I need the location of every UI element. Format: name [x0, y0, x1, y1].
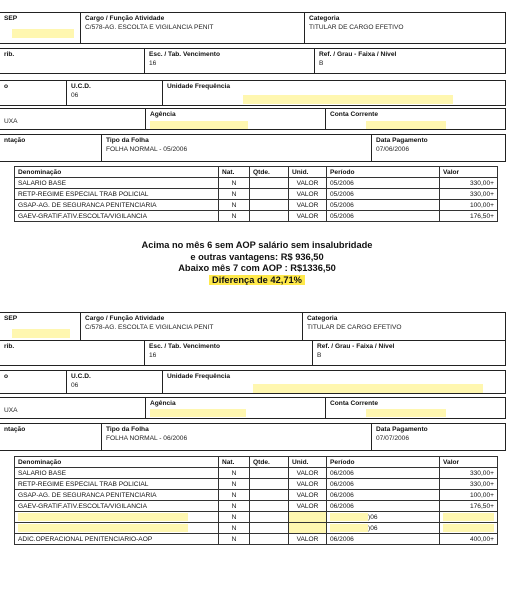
redacted-field: [366, 121, 446, 129]
unidade-label: Unidade Frequência: [167, 83, 231, 90]
header-row-vencimento: [0, 340, 506, 366]
cell-nat: N: [219, 523, 250, 534]
col-qtde: Qtde.: [250, 167, 289, 178]
cell-valor: 330,00+: [440, 468, 498, 479]
table-row: [15, 468, 498, 479]
cell-nat: N: [219, 189, 250, 200]
cell-periodo: 06/2006: [327, 501, 440, 512]
cell-unid-redacted: [289, 523, 327, 534]
uxa-value: UXA: [4, 407, 18, 414]
table-row: [15, 211, 498, 222]
note-line-3: Abaixo mês 7 com AOP : R$1336,50: [178, 263, 336, 274]
tipo-folha-value: FOLHA NORMAL - 06/2006: [106, 435, 188, 442]
cell-denominacao-redacted: [15, 512, 219, 523]
cell-denominacao: SALARIO BASE: [15, 178, 219, 189]
table-row: [15, 189, 498, 200]
cell-denominacao: GSAP-AG. DE SEGURANCA PENITENCIARIA: [15, 490, 219, 501]
redacted-field: [243, 95, 453, 104]
cell-nat: N: [219, 178, 250, 189]
redacted-field: [12, 329, 70, 338]
cell-nat: N: [219, 211, 250, 222]
items-table: [14, 166, 498, 222]
cell-valor: 400,00+: [440, 534, 498, 545]
cell-qtde: [250, 523, 289, 534]
cell-unid-redacted: [289, 512, 327, 523]
cell-periodo: [327, 512, 440, 523]
esc-label: Esc. / Tab. Vencimento: [149, 51, 220, 58]
cell-qtde: [250, 501, 289, 512]
cell-qtde: [250, 479, 289, 490]
cargo-label: Cargo / Função Atividade: [85, 315, 165, 322]
cell-qtde: [250, 200, 289, 211]
comparison-note: [0, 240, 514, 286]
cell-unid: VALOR: [289, 178, 327, 189]
cell-periodo: [327, 523, 440, 534]
tipo-folha-label: Tipo da Folha: [106, 137, 149, 144]
cell-unid: VALOR: [289, 479, 327, 490]
data-pagamento-value: 07/07/2006: [376, 435, 410, 442]
cell-denominacao: GAEV-GRATIF.ATIV.ESCOLTA/VIGILANCIA: [15, 501, 219, 512]
cell-qtde: [250, 512, 289, 523]
cell-denominacao: GSAP-AG. DE SEGURANCA PENITENCIARIA: [15, 200, 219, 211]
cargo-value: C/578-AG. ESCOLTA E VIGILANCIA PENIT: [85, 324, 214, 331]
agencia-label: Agência: [150, 111, 176, 118]
redacted-field: [12, 29, 74, 38]
col-nat: Nat.: [219, 167, 250, 178]
redacted-field: [366, 409, 446, 417]
tipo-folha-label: Tipo da Folha: [106, 426, 149, 433]
cell-nat: N: [219, 512, 250, 523]
redacted-field: [150, 121, 248, 129]
col-nat: Nat.: [219, 457, 250, 468]
categoria-value: TITULAR DE CARGO EFETIVO: [309, 24, 404, 31]
trib-label: rib.: [4, 343, 15, 350]
cell-valor: 330,00+: [440, 479, 498, 490]
note-line-2: e outras vantagens: R$ 936,50: [190, 251, 324, 262]
unidade-label: Unidade Frequência: [167, 373, 231, 380]
esc-value: 16: [149, 352, 157, 359]
cell-periodo: 05/2006: [327, 189, 440, 200]
sep-label: SEP: [4, 315, 18, 322]
col-periodo: Período: [327, 167, 440, 178]
header-row-vencimento: [0, 48, 506, 74]
esc-label: Esc. / Tab. Vencimento: [149, 343, 220, 350]
table-row: [15, 490, 498, 501]
table-row: [15, 200, 498, 211]
cell-valor: 100,00+: [440, 200, 498, 211]
header-row-agencia: [0, 108, 506, 130]
cell-valor-redacted: [440, 523, 498, 534]
conta-label: Conta Corrente: [330, 111, 378, 118]
cell-nat: N: [219, 200, 250, 211]
cell-denominacao: SALARIO BASE: [15, 468, 219, 479]
uxa-value: UXA: [4, 118, 18, 125]
data-pagamento-label: Data Pagamento: [376, 137, 428, 144]
cell-periodo: 05/2006: [327, 211, 440, 222]
cell-nat: N: [219, 501, 250, 512]
col-unid: Unid.: [289, 167, 327, 178]
redacted-field: [253, 384, 483, 393]
cell-denominacao: RETP-REGIME ESPECIAL TRAB POLICIAL: [15, 479, 219, 490]
sep-label: SEP: [4, 15, 18, 22]
cell-unid: VALOR: [289, 490, 327, 501]
cell-qtde: [250, 189, 289, 200]
cell-denominacao-redacted: [15, 523, 219, 534]
table-row: [15, 534, 498, 545]
cell-valor: 330,00+: [440, 189, 498, 200]
table-row-redacted: [15, 523, 498, 534]
cell-periodo: 05/2006: [327, 200, 440, 211]
col-valor: Valor: [440, 457, 498, 468]
conta-label: Conta Corrente: [330, 400, 378, 407]
cell-periodo-text: )06: [368, 513, 378, 521]
cell-qtde: [250, 534, 289, 545]
ucd-label: U.C.D.: [71, 83, 91, 90]
cell-periodo: 06/2006: [327, 534, 440, 545]
note-line-4-highlight: Diferença de 42,71%: [209, 275, 305, 285]
data-pagamento-label: Data Pagamento: [376, 426, 428, 433]
cell-denominacao: RETP-REGIME ESPECIAL TRAB POLICIAL: [15, 189, 219, 200]
cell-valor: 330,00+: [440, 178, 498, 189]
agencia-label: Agência: [150, 400, 176, 407]
header-row-folha: [0, 423, 506, 451]
cell-unid: VALOR: [289, 501, 327, 512]
header-row-ucd: [0, 80, 506, 106]
col-periodo: Período: [327, 457, 440, 468]
cell-unid: VALOR: [289, 189, 327, 200]
header-row-folha: [0, 134, 506, 162]
cell-valor-redacted: [440, 512, 498, 523]
cell-valor: 176,50+: [440, 211, 498, 222]
cargo-label: Cargo / Função Atividade: [85, 15, 165, 22]
table-row: [15, 479, 498, 490]
data-pagamento-value: 07/06/2006: [376, 146, 410, 153]
cell-nat: N: [219, 534, 250, 545]
cell-nat: N: [219, 468, 250, 479]
header-row-cargo: [0, 12, 506, 44]
note-line-1: Acima no mês 6 sem AOP salário sem insalubridade: [141, 240, 373, 250]
o-label: o: [4, 83, 9, 90]
cell-periodo: 05/2006: [327, 178, 440, 189]
cell-qtde: [250, 178, 289, 189]
cell-unid: VALOR: [289, 200, 327, 211]
ent-label: ntação: [4, 426, 26, 433]
cell-periodo: 06/2006: [327, 479, 440, 490]
col-qtde: Qtde.: [250, 457, 289, 468]
cell-unid: VALOR: [289, 211, 327, 222]
cell-periodo: 06/2006: [327, 468, 440, 479]
col-valor: Valor: [440, 167, 498, 178]
categoria-label: Categoria: [309, 15, 340, 22]
ref-label: Ref. / Grau - Faixa / Nível: [317, 343, 395, 350]
categoria-value: TITULAR DE CARGO EFETIVO: [307, 324, 402, 331]
table-row-redacted: [15, 512, 498, 523]
cell-nat: N: [219, 490, 250, 501]
trib-label: rib.: [4, 51, 15, 58]
col-denominacao: Denominação: [15, 167, 219, 178]
ref-label: Ref. / Grau - Faixa / Nível: [319, 51, 397, 58]
cell-qtde: [250, 490, 289, 501]
ref-value: B: [317, 352, 322, 359]
ent-label: ntação: [4, 137, 26, 144]
cell-qtde: [250, 468, 289, 479]
tipo-folha-value: FOLHA NORMAL - 05/2006: [106, 146, 188, 153]
table-row: [15, 501, 498, 512]
col-unid: Unid.: [289, 457, 327, 468]
cargo-value: C/578-AG. ESCOLTA E VIGILANCIA PENIT: [85, 24, 214, 31]
categoria-label: Categoria: [307, 315, 338, 322]
col-denominacao: Denominação: [15, 457, 219, 468]
table-row: [15, 178, 498, 189]
redacted-field: [150, 409, 246, 417]
ucd-value: 06: [71, 382, 79, 389]
cell-unid: VALOR: [289, 534, 327, 545]
cell-denominacao: ADIC.OPERACIONAL PENITENCIARIO-AOP: [15, 534, 219, 545]
ucd-label: U.C.D.: [71, 373, 91, 380]
cell-nat: N: [219, 479, 250, 490]
ucd-value: 06: [71, 92, 79, 99]
header-row-ucd: [0, 370, 506, 394]
cell-valor: 176,50+: [440, 501, 498, 512]
cell-periodo-text: )06: [368, 524, 378, 532]
cell-denominacao: GAEV-GRATIF.ATIV.ESCOLTA/VIGILANCIA: [15, 211, 219, 222]
esc-value: 16: [149, 60, 157, 67]
header-row-agencia: [0, 397, 506, 419]
o-label: o: [4, 373, 9, 380]
cell-unid: VALOR: [289, 468, 327, 479]
ref-value: B: [319, 60, 324, 67]
items-table: [14, 456, 498, 545]
cell-periodo: 06/2006: [327, 490, 440, 501]
cell-valor: 100,00+: [440, 490, 498, 501]
cell-qtde: [250, 211, 289, 222]
